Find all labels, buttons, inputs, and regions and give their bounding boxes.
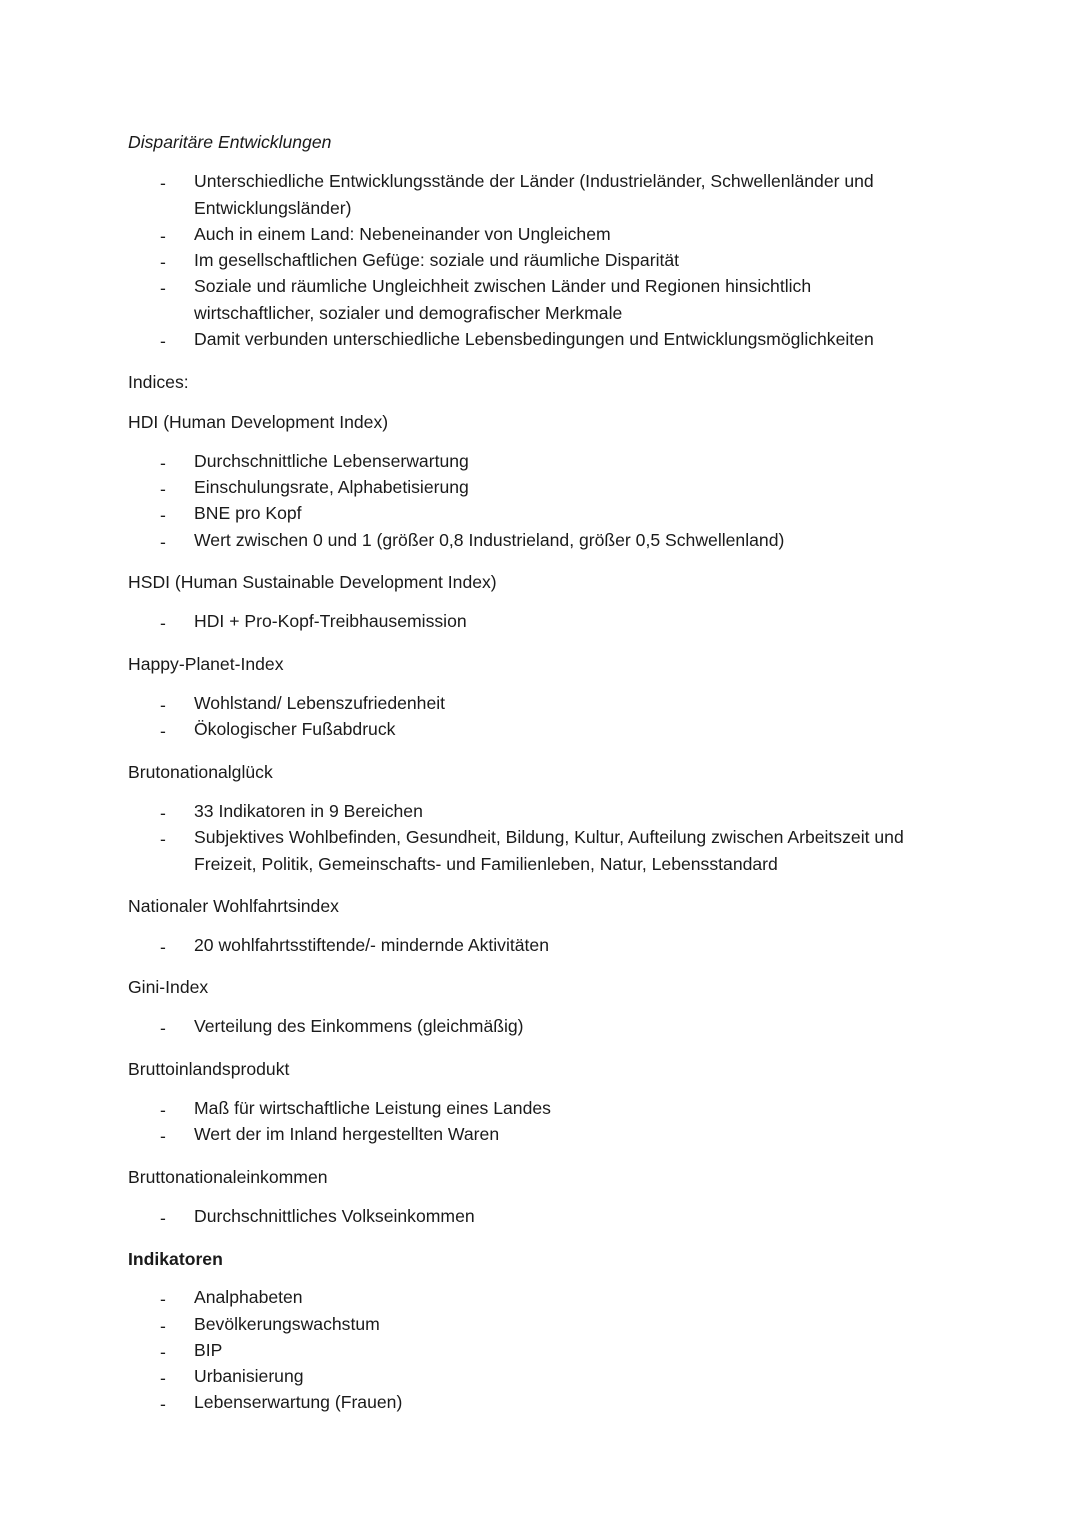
section-title: Disparitäre Entwicklungen [128, 132, 332, 152]
bullet-dash: - [160, 252, 166, 272]
list-item: BNE pro Kopf [194, 503, 302, 523]
bullet-dash: - [160, 721, 166, 741]
indicators-heading: Indikatoren [128, 1249, 223, 1269]
list-item: Subjektives Wohlbefinden, Gesundheit, Bildung, Kultur, Aufteilung zwischen Arbeitszeit und Freizeit, Politik, Gemeinschafts- und Familienleben, Natur, Lebensstandard [194, 827, 904, 874]
list-item: Urbanisierung [194, 1366, 304, 1386]
list-item: Damit verbunden unterschiedliche Lebensbedingungen und Entwicklungsmöglichkeiten [194, 329, 874, 349]
list-item: Lebenserwartung (Frauen) [194, 1392, 403, 1412]
bullet-dash: - [160, 1394, 166, 1414]
hpi-title: Happy-Planet-Index [128, 654, 284, 674]
bullet-dash: - [160, 937, 166, 957]
list-item: Wert der im Inland hergestellten Waren [194, 1124, 500, 1144]
bullet-dash: - [160, 1368, 166, 1388]
indices-heading: Indices: [128, 372, 189, 392]
bng-title: Brutonationalglück [128, 762, 273, 782]
list-item: 33 Indikatoren in 9 Bereichen [194, 801, 423, 821]
list-item: Unterschiedliche Entwicklungsstände der Länder (Industrieländer, Schwellenländer und Entwicklungsländer) [194, 171, 874, 218]
bullet-dash: - [160, 1289, 166, 1309]
bullet-dash: - [160, 173, 166, 193]
hsdi-title: HSDI (Human Sustainable Development Index) [128, 572, 497, 592]
bullet-dash: - [160, 532, 166, 552]
gini-title: Gini-Index [128, 977, 209, 997]
bullet-dash: - [160, 829, 166, 849]
list-item: Analphabeten [194, 1287, 303, 1307]
bullet-dash: - [160, 1018, 166, 1038]
list-item: BIP [194, 1340, 223, 1360]
bullet-dash: - [160, 613, 166, 633]
list-item: Wohlstand/ Lebenszufriedenheit [194, 693, 446, 713]
list-item: Einschulungsrate, Alphabetisierung [194, 477, 469, 497]
bullet-dash: - [160, 331, 166, 351]
bip-title: Bruttoinlandsprodukt [128, 1059, 290, 1079]
bullet-dash: - [160, 1100, 166, 1120]
list-item: Soziale und räumliche Ungleichheit zwischen Länder und Regionen hinsichtlich wirtschaftlicher, sozialer und demografischer Merkmale [194, 276, 812, 323]
bne-title: Bruttonationaleinkommen [128, 1167, 328, 1187]
bullet-dash: - [160, 1126, 166, 1146]
bullet-dash: - [160, 226, 166, 246]
nwi-title: Nationaler Wohlfahrtsindex [128, 896, 339, 916]
bullet-dash: - [160, 1316, 166, 1336]
list-item: Ökologischer Fußabdruck [194, 719, 396, 739]
bullet-dash: - [160, 695, 166, 715]
list-item: Maß für wirtschaftliche Leistung eines Landes [194, 1098, 551, 1118]
bullet-dash: - [160, 278, 166, 298]
list-item: Auch in einem Land: Nebeneinander von Ungleichem [194, 224, 611, 244]
list-item: HDI + Pro-Kopf-Treibhausemission [194, 611, 467, 631]
list-item: Bevölkerungswachstum [194, 1314, 380, 1334]
list-item: Durchschnittliche Lebenserwartung [194, 451, 469, 471]
list-item: Verteilung des Einkommens (gleichmäßig) [194, 1016, 524, 1036]
list-item: Wert zwischen 0 und 1 (größer 0,8 Industrieland, größer 0,5 Schwellenland) [194, 530, 785, 550]
list-item: 20 wohlfahrtsstiftende/- mindernde Aktivitäten [194, 935, 550, 955]
bullet-dash: - [160, 803, 166, 823]
list-item: Im gesellschaftlichen Gefüge: soziale und räumliche Disparität [194, 250, 680, 270]
list-item: Durchschnittliches Volkseinkommen [194, 1206, 475, 1226]
bullet-dash: - [160, 1342, 166, 1362]
bullet-dash: - [160, 453, 166, 473]
bullet-dash: - [160, 505, 166, 525]
bullet-dash: - [160, 1208, 166, 1228]
bullet-dash: - [160, 479, 166, 499]
hdi-title: HDI (Human Development Index) [128, 412, 389, 432]
